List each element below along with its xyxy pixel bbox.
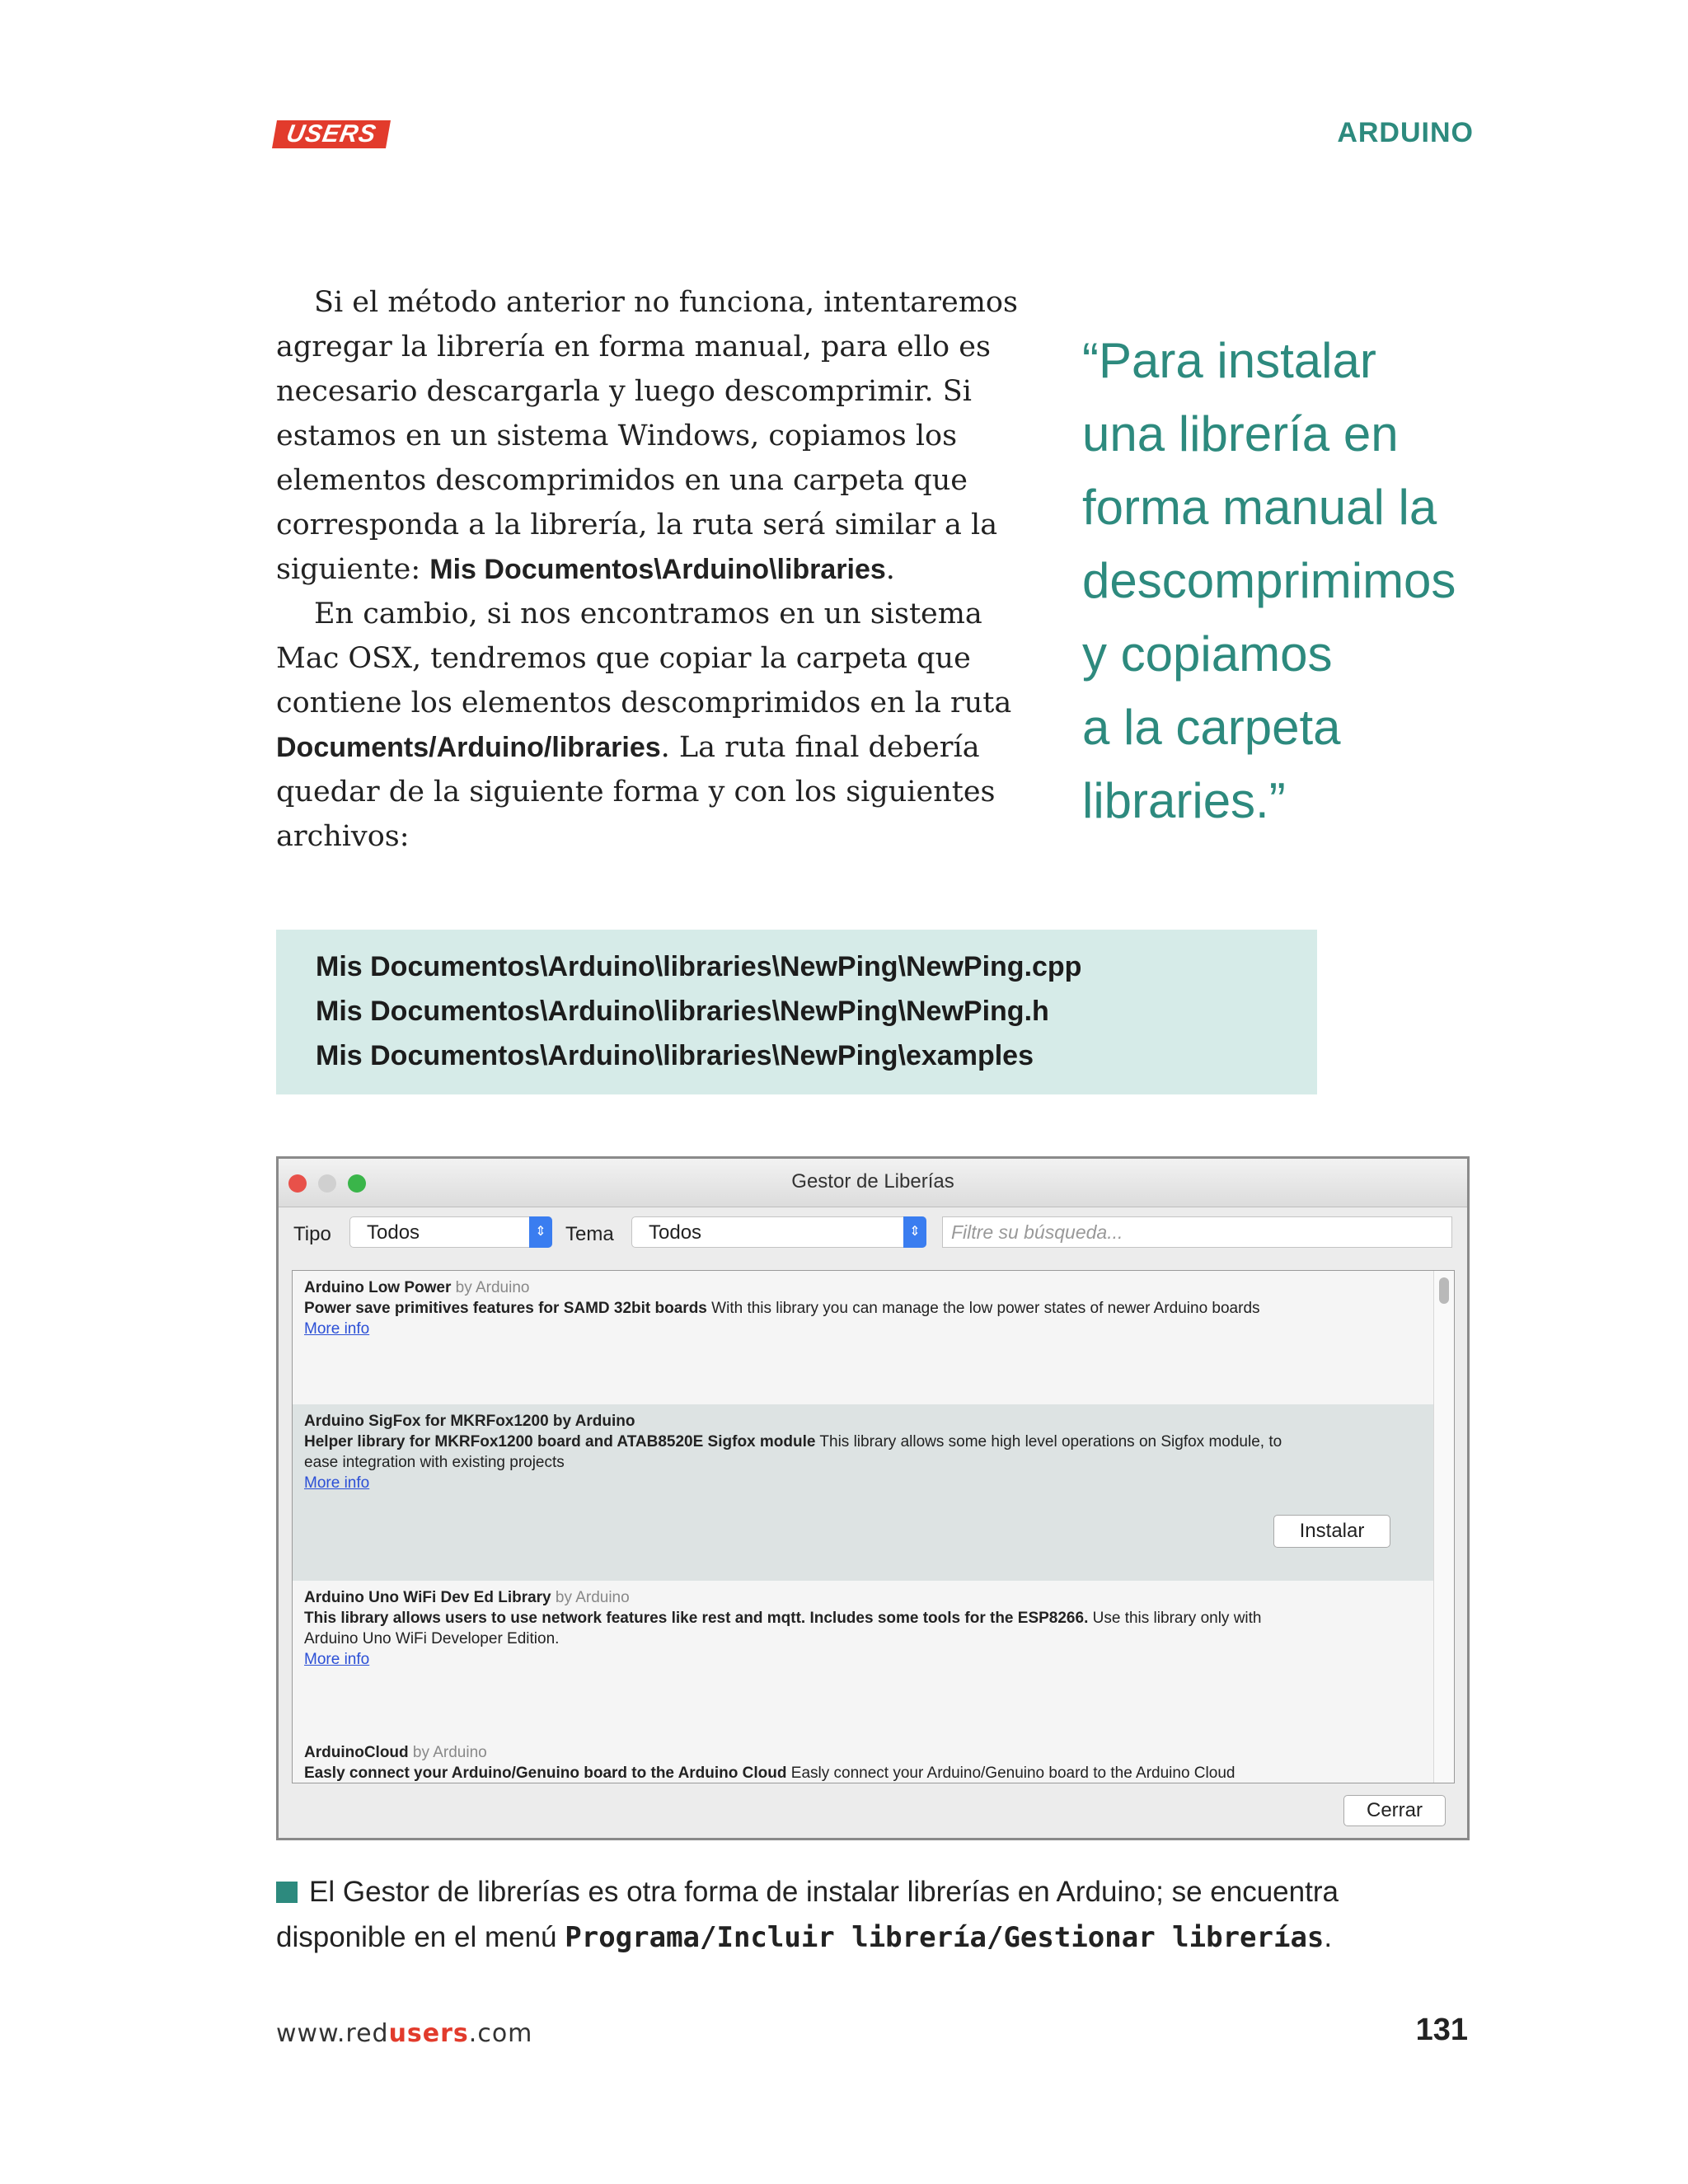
mac-path: Documents/Arduino/libraries xyxy=(276,732,661,763)
install-button[interactable]: Instalar xyxy=(1273,1515,1390,1548)
section-title: ARDUINO xyxy=(1337,117,1474,148)
quote-line: forma manual la xyxy=(1082,480,1437,535)
tipo-label: Tipo xyxy=(293,1223,331,1245)
caption-marker-icon xyxy=(276,1882,298,1903)
menu-path: Programa/Incluir librería/Gestionar librerías xyxy=(565,1921,1325,1954)
file-path-line: Mis Documentos\Arduino\libraries\NewPing\NewPing.cpp xyxy=(316,951,1082,982)
pull-quote xyxy=(1082,324,1478,837)
tipo-select[interactable]: Todos ⇕ xyxy=(349,1216,552,1248)
users-logo: USERS xyxy=(272,120,391,148)
list-scrollbar[interactable] xyxy=(1433,1271,1454,1783)
scrollbar-thumb[interactable] xyxy=(1439,1277,1449,1304)
more-info-link[interactable]: More info xyxy=(304,1474,370,1492)
quote-line: libraries.” xyxy=(1082,773,1286,828)
library-list[interactable] xyxy=(292,1270,1455,1783)
library-manager-window xyxy=(276,1156,1470,1840)
footer-url: www.redusers.com xyxy=(276,2019,533,2048)
figure-caption: El Gestor de librerías es otra forma de instalar librerías en Arduino; se encuentra disponible en el menú Programa/Incluir librería/Gestionar librerías. xyxy=(276,1876,1339,1954)
select-arrows-icon: ⇕ xyxy=(529,1216,552,1248)
file-paths-box xyxy=(276,930,1317,1094)
paragraph-1: Si el método anterior no funciona, intentaremos agregar la librería en forma manual, para ello es necesario descargarla y luego descomprimir. Si estamos en un sistema Windows, copiamos los elementos descomprimidos en una carpeta que corresponda a la librería, la ruta será similar a la siguiente: Mis Documentos\Arduino\libraries. xyxy=(276,286,1018,586)
quote-line: una librería en xyxy=(1082,406,1399,462)
more-info-link[interactable]: More info xyxy=(304,1651,370,1668)
window-title: Gestor de Liberías xyxy=(791,1170,954,1193)
window-titlebar xyxy=(279,1159,1467,1207)
filter-bar xyxy=(293,1216,1452,1249)
file-path-line: Mis Documentos\Arduino\libraries\NewPing\examples xyxy=(316,1040,1034,1071)
quote-line: a la carpeta xyxy=(1082,700,1341,755)
more-info-link[interactable]: More info xyxy=(304,1320,370,1338)
quote-line: “Para instalar xyxy=(1082,333,1376,388)
quote-line: y copiamos xyxy=(1082,626,1333,682)
quote-line: descomprimimos xyxy=(1082,553,1456,608)
close-button[interactable]: Cerrar xyxy=(1343,1795,1446,1826)
tema-label: Tema xyxy=(565,1223,614,1245)
library-item[interactable]: Arduino Uno WiFi Dev Ed Library by Arduino This library allows users to use network features like rest and mqtt. Includes some tools for the ESP8266. Use this library only with Arduino Uno WiFi Developer Edition. More info xyxy=(304,1589,1262,1668)
file-path-line: Mis Documentos\Arduino\libraries\NewPing\NewPing.h xyxy=(316,996,1049,1027)
page-number: 131 xyxy=(1415,2013,1468,2047)
library-item[interactable]: Arduino SigFox for MKRFox1200 by Arduino Helper library for MKRFox1200 board and ATAB8520E Sigfox module This library allows some high level operations on Sigfox module, to ease integration with existing projects More info Instalar xyxy=(293,1404,1435,1581)
library-item[interactable]: Arduino Low Power by Arduino Power save primitives features for SAMD 32bit boards With this library you can manage the low power states of newer Arduino boards More info xyxy=(304,1279,1260,1338)
select-arrows-icon: ⇕ xyxy=(903,1216,926,1248)
search-input[interactable]: Filtre su búsqueda... xyxy=(942,1216,1452,1248)
paragraph-2: En cambio, si nos encontramos en un sistema Mac OSX, tendremos que copiar la carpeta que contiene los elementos descomprimidos en la ruta Documents/Arduino/libraries. La ruta final debería quedar de la siguiente forma y con los siguientes archivos: xyxy=(276,598,1012,853)
tema-select[interactable]: Todos ⇕ xyxy=(631,1216,926,1248)
body-text xyxy=(276,280,1018,859)
windows-path: Mis Documentos\Arduino\libraries xyxy=(429,554,886,585)
library-item[interactable]: ArduinoCloud by Arduino Easly connect your Arduino/Genuino board to the Arduino Cloud Easly connect your Arduino/Genuino board to the Arduino Cloud xyxy=(304,1744,1236,1782)
